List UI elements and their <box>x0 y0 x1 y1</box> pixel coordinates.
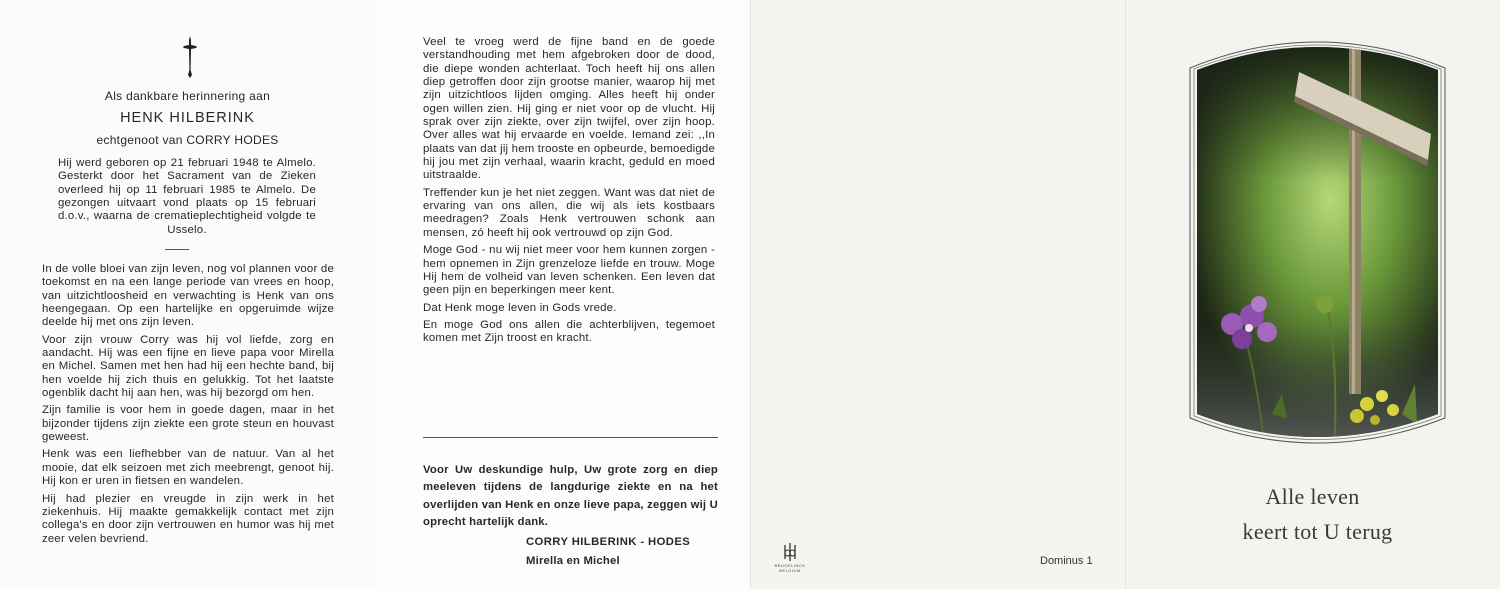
paragraph: Voor zijn vrouw Corry was hij vol liefde, zorg en aandacht. Hij was een fijne en lieve papa voor Mirella en Michel. Samen met hen had hij een hechte band, bij hen voelde hij zich thuis en gelukkig. Tot het laatste ogenblik dacht hij aan hen, was hij bezorgd om hen. <box>42 333 334 400</box>
back-cover <box>750 0 1125 589</box>
paragraph: Hij had plezier en vreugde in zijn werk in het ziekenhuis. Hij maakte gemakkelijk contact met zijn collega's en door zijn vertrouwen en humor was hij met zeer velen bevriend. <box>42 492 334 545</box>
paragraph: In de volle bloei van zijn leven, nog vol plannen voor de toekomst en na een lange periode van vrees en hoop, van uitzichtloosheid en verwachting is Henk van ons heengegaan. Op een hartelijke en opgeruimde wijze deelde hij met ons zijn leven. <box>42 263 334 329</box>
cover-motto-line2: keert tot U terug <box>1242 519 1393 544</box>
deceased-name: HENK HILBERINK <box>120 110 255 126</box>
paragraph: Treffender kun je het niet zeggen. Want was dat niet de ervaring van ons allen, die wij als iets kostbaars meedragen? Zoals Henk vertrouwen schonk aan mensen, zó heeft hij ook vertrouwd op zijn God. <box>423 186 715 239</box>
fold-line <box>750 0 751 589</box>
spouse-line: echtgenoot van CORRY HODES <box>96 133 279 147</box>
thanks-text: Voor Uw deskundige hulp, Uw grote zorg en diep meeleven tijdens de langdurige ziekte en na het overlijden van Henk en onze lieve papa, zeggen wij U oprecht hartelijk dank. <box>423 464 718 529</box>
paragraph: Moge God - nu wij niet meer voor hem kunnen zorgen - hem opnemen in Zijn grenzeloze liefde en trouw. Moge Hij hem de volheid van leven schenken. Een leven dat geen pijn en beperkingen meer kent. <box>423 244 715 297</box>
cover-motto-line1: Alle leven <box>1265 484 1360 509</box>
signature-children: Mirella en Michel <box>526 555 620 567</box>
publisher-mark-text: BRUGELINCK BELGIUM <box>774 563 806 573</box>
signature-names: CORRY HILBERINK - HODES <box>526 536 691 548</box>
paragraph: Veel te vroeg werd de fijne band en de goede verstandhouding met hem afgebroken door de dood, die diepe wonden achterlaat. Toch heeft hij ons allen diep getroffen door zijn grootse manier, waarop hij met zijn uitzichtloos lijden omging. Alles heeft hij onder ogen willen zien. Hij ging er niet voor op de vlucht. Hij sprak over zijn ziekte, over zijn twijfel, over zijn hoop. Over alles wat hij ervaarde en voelde. Iemand zei: ,,In plaats van dat jij hem trooste en opbeurde, bemoedigde hij jou met zijn verhaal, waarin kracht, geduld en moed uitstraalde. <box>423 36 715 182</box>
biography: Hij werd geboren op 21 februari 1948 te Almelo. Gesterkt door het Sacrament van de Zieken overleed hij op 11 februari 1985 te Almelo. De gezongen uitvaart vond plaats op 15 februari d.o.v., waarna de crematieplechtigheid volgde te Usselo. <box>58 157 316 236</box>
paragraph: En moge God ons allen die achterblijven, tegemoet komen met Zijn troost en kracht. <box>423 318 715 345</box>
cover-photo <box>1187 34 1448 450</box>
cross-icon <box>183 36 197 78</box>
divider <box>165 249 189 250</box>
memorial-text-right <box>423 36 715 350</box>
divider-rule <box>423 437 718 438</box>
paragraph: Henk was een liefhebber van de natuur. Van al het mooie, dat elk seizoen met zich meebrengt, genoot hij. Hij kon er uren in fietsen en wandelen. <box>42 448 334 488</box>
paragraph: Zijn familie is voor hem in goede dagen, maar in het bijzonder tijdens zijn ziekte een grote steun en houvast geweest. <box>42 404 334 444</box>
publisher-logo-icon <box>781 543 799 563</box>
paragraph: Dat Henk moge leven in Gods vrede. <box>423 301 617 314</box>
series-number: Dominus 1 <box>1040 555 1093 567</box>
memorial-text-left <box>42 263 334 550</box>
publisher-logo <box>768 543 812 573</box>
dedication-line: Als dankbare herinnering aan <box>104 89 271 103</box>
